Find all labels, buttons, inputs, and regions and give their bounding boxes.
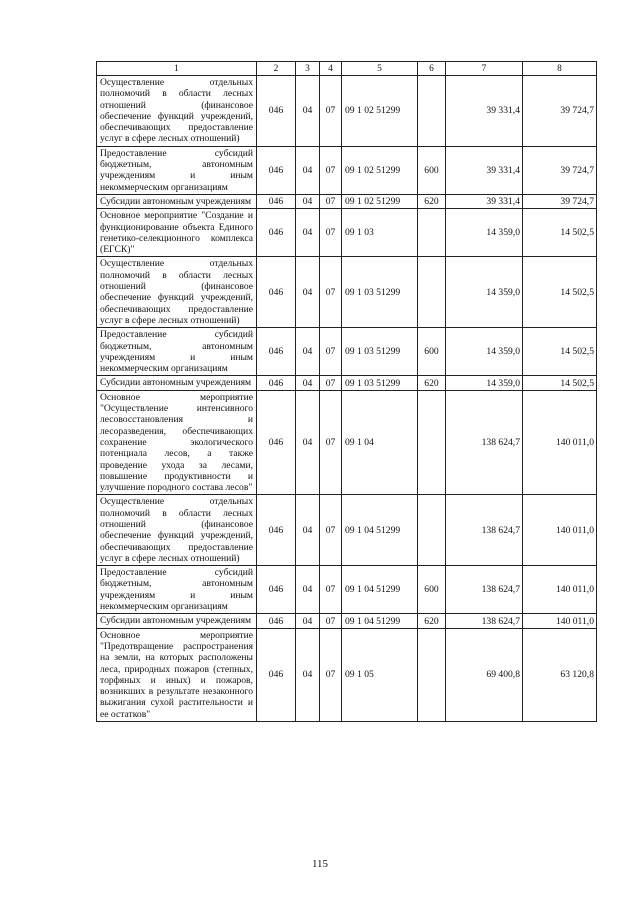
amount-cell: 63 120,8: [523, 628, 597, 721]
amount-cell: 39 724,7: [523, 146, 597, 194]
row-description: Основное мероприятие "Создание и функционирование объекта Единого генетико-селекционного комплекса (ЕГСК)": [97, 209, 257, 257]
table-row: [97, 390, 597, 495]
target-article-code: 09 1 02 51299: [342, 194, 418, 208]
column-header: 3: [296, 62, 320, 76]
table-row: [97, 76, 597, 147]
ministry-code: 046: [257, 495, 296, 566]
section-code: 04: [296, 146, 320, 194]
ministry-code: 046: [257, 376, 296, 390]
table-header-row: [97, 62, 597, 76]
row-description: Предоставление субсидий бюджетным, автономным учреждениям и иным некоммерческим организациям: [97, 146, 257, 194]
target-article-code: 09 1 03 51299: [342, 257, 418, 328]
row-description: Предоставление субсидий бюджетным, автономным учреждениям и иным некоммерческим организациям: [97, 328, 257, 376]
subsection-code: 07: [320, 614, 342, 628]
amount-cell: 14 359,0: [446, 328, 523, 376]
subsection-code: 07: [320, 257, 342, 328]
expense-type-code: [418, 209, 446, 257]
budget-table: [96, 61, 597, 722]
page-number: 115: [311, 858, 329, 870]
target-article-code: 09 1 04 51299: [342, 614, 418, 628]
subsection-code: 07: [320, 628, 342, 721]
subsection-code: 07: [320, 194, 342, 208]
amount-cell: 138 624,7: [446, 614, 523, 628]
column-header: 1: [97, 62, 257, 76]
amount-cell: 39 724,7: [523, 76, 597, 147]
column-header: 8: [523, 62, 597, 76]
table-row: [97, 628, 597, 721]
section-code: 04: [296, 390, 320, 495]
section-code: 04: [296, 495, 320, 566]
expense-type-code: [418, 495, 446, 566]
subsection-code: 07: [320, 328, 342, 376]
amount-cell: 138 624,7: [446, 390, 523, 495]
row-description: Субсидии автономным учреждениям: [97, 194, 257, 208]
amount-cell: 140 011,0: [523, 495, 597, 566]
ministry-code: 046: [257, 614, 296, 628]
subsection-code: 07: [320, 376, 342, 390]
table-row: [97, 209, 597, 257]
amount-cell: 14 359,0: [446, 209, 523, 257]
ministry-code: 046: [257, 566, 296, 614]
amount-cell: 39 724,7: [523, 194, 597, 208]
expense-type-code: 620: [418, 614, 446, 628]
column-header: 4: [320, 62, 342, 76]
section-code: 04: [296, 76, 320, 147]
subsection-code: 07: [320, 495, 342, 566]
ministry-code: 046: [257, 209, 296, 257]
row-description: Осуществление отдельных полномочий в области лесных отношений (финансовое обеспечение функций учреждений, обеспечивающих предоставление услуг в сфере лесных отношений): [97, 257, 257, 328]
amount-cell: 39 331,4: [446, 194, 523, 208]
expense-type-code: 620: [418, 376, 446, 390]
expense-type-code: [418, 390, 446, 495]
section-code: 04: [296, 628, 320, 721]
expense-type-code: [418, 76, 446, 147]
expense-type-code: [418, 257, 446, 328]
expense-type-code: 620: [418, 194, 446, 208]
expense-type-code: [418, 628, 446, 721]
target-article-code: 09 1 03 51299: [342, 328, 418, 376]
row-description: Субсидии автономным учреждениям: [97, 614, 257, 628]
target-article-code: 09 1 04 51299: [342, 495, 418, 566]
amount-cell: 14 359,0: [446, 376, 523, 390]
column-header: 6: [418, 62, 446, 76]
amount-cell: 140 011,0: [523, 614, 597, 628]
amount-cell: 39 331,4: [446, 146, 523, 194]
column-header: 5: [342, 62, 418, 76]
table-row: [97, 566, 597, 614]
target-article-code: 09 1 02 51299: [342, 146, 418, 194]
table-row: [97, 614, 597, 628]
section-code: 04: [296, 376, 320, 390]
expense-type-code: 600: [418, 566, 446, 614]
ministry-code: 046: [257, 390, 296, 495]
amount-cell: 69 400,8: [446, 628, 523, 721]
column-header: 2: [257, 62, 296, 76]
table-row: [97, 376, 597, 390]
target-article-code: 09 1 03: [342, 209, 418, 257]
amount-cell: 14 359,0: [446, 257, 523, 328]
target-article-code: 09 1 02 51299: [342, 76, 418, 147]
subsection-code: 07: [320, 76, 342, 147]
expense-type-code: 600: [418, 328, 446, 376]
subsection-code: 07: [320, 146, 342, 194]
target-article-code: 09 1 03 51299: [342, 376, 418, 390]
ministry-code: 046: [257, 76, 296, 147]
amount-cell: 140 011,0: [523, 390, 597, 495]
target-article-code: 09 1 04: [342, 390, 418, 495]
section-code: 04: [296, 614, 320, 628]
amount-cell: 138 624,7: [446, 495, 523, 566]
expense-type-code: 600: [418, 146, 446, 194]
row-description: Основное мероприятие "Предотвращение распространения на земли, на которых расположены леса, природных пожаров (степных, торфяных и иных) и пожаров, возникших в результате незаконного выжигания сухой растительности и ее остатков": [97, 628, 257, 721]
section-code: 04: [296, 566, 320, 614]
section-code: 04: [296, 257, 320, 328]
amount-cell: 14 502,5: [523, 209, 597, 257]
row-description: Осуществление отдельных полномочий в области лесных отношений (финансовое обеспечение функций учреждений, обеспечивающих предоставление услуг в сфере лесных отношений): [97, 495, 257, 566]
ministry-code: 046: [257, 194, 296, 208]
ministry-code: 046: [257, 328, 296, 376]
target-article-code: 09 1 05: [342, 628, 418, 721]
subsection-code: 07: [320, 390, 342, 495]
subsection-code: 07: [320, 209, 342, 257]
ministry-code: 046: [257, 257, 296, 328]
row-description: Осуществление отдельных полномочий в области лесных отношений (финансовое обеспечение функций учреждений, обеспечивающих предоставление услуг в сфере лесных отношений): [97, 76, 257, 147]
column-header: 7: [446, 62, 523, 76]
amount-cell: 138 624,7: [446, 566, 523, 614]
table-row: [97, 257, 597, 328]
ministry-code: 046: [257, 628, 296, 721]
row-description: Предоставление субсидий бюджетным, автономным учреждениям и иным некоммерческим организациям: [97, 566, 257, 614]
amount-cell: 39 331,4: [446, 76, 523, 147]
amount-cell: 140 011,0: [523, 566, 597, 614]
amount-cell: 14 502,5: [523, 328, 597, 376]
target-article-code: 09 1 04 51299: [342, 566, 418, 614]
section-code: 04: [296, 328, 320, 376]
ministry-code: 046: [257, 146, 296, 194]
amount-cell: 14 502,5: [523, 376, 597, 390]
row-description: Субсидии автономным учреждениям: [97, 376, 257, 390]
table-row: [97, 495, 597, 566]
table-row: [97, 194, 597, 208]
table-row: [97, 328, 597, 376]
table-row: [97, 146, 597, 194]
section-code: 04: [296, 194, 320, 208]
section-code: 04: [296, 209, 320, 257]
subsection-code: 07: [320, 566, 342, 614]
amount-cell: 14 502,5: [523, 257, 597, 328]
row-description: Основное мероприятие "Осуществление интенсивного лесовосстановления и лесоразведения, обеспечивающих сохранение экологического потенциала лесов, а также проведение ухода за лесами, повышение продуктивности и улучшение породного состава лесов": [97, 390, 257, 495]
